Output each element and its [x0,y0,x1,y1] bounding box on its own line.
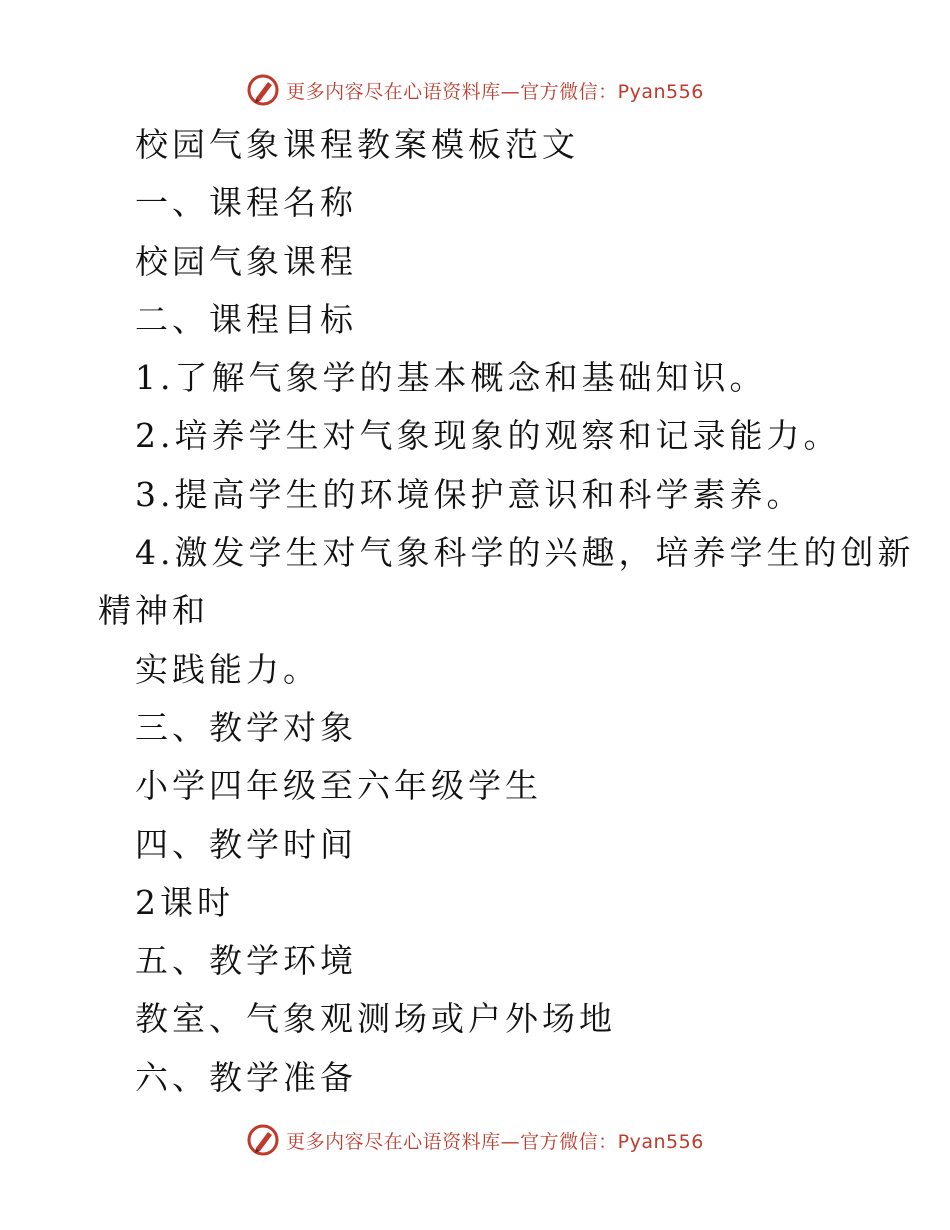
list-item-continuation: 精神和 [98,591,209,631]
document-body [0,116,950,1107]
paragraph: 教室、气象观测场或户外场地 [135,999,616,1039]
document-title: 校园气象课程教案模板范文 [135,125,579,164]
list-item: 3.提高学生的环境保护意识和科学素养。 [135,474,804,514]
pen-logo-icon [246,73,280,107]
watermark-text: 更多内容尽在心语资料库—官方微信：Pyan556 [286,1130,704,1153]
pen-logo-icon [246,1123,280,1157]
section-heading: 四、教学时间 [135,824,357,864]
section-heading: 三、教学对象 [135,707,357,747]
section-heading: 六、教学准备 [135,1057,357,1097]
paragraph: 2课时 [135,882,234,922]
paragraph: 校园气象课程 [135,241,357,281]
section-heading: 二、课程目标 [135,299,357,339]
watermark-text: 更多内容尽在心语资料库—官方微信：Pyan556 [286,80,704,103]
section-heading: 五、教学环境 [135,941,357,981]
footer-watermark [0,1120,950,1160]
list-item: 2.培养学生对气象现象的观察和记录能力。 [135,416,841,456]
list-item: 1.了解气象学的基本概念和基础知识。 [135,358,767,398]
paragraph: 实践能力。 [135,649,320,689]
paragraph: 小学四年级至六年级学生 [135,766,542,806]
section-heading: 一、课程名称 [135,183,357,223]
header-watermark [0,70,950,110]
list-item: 4.激发学生对气象科学的兴趣，培养学生的创新 [135,533,915,573]
